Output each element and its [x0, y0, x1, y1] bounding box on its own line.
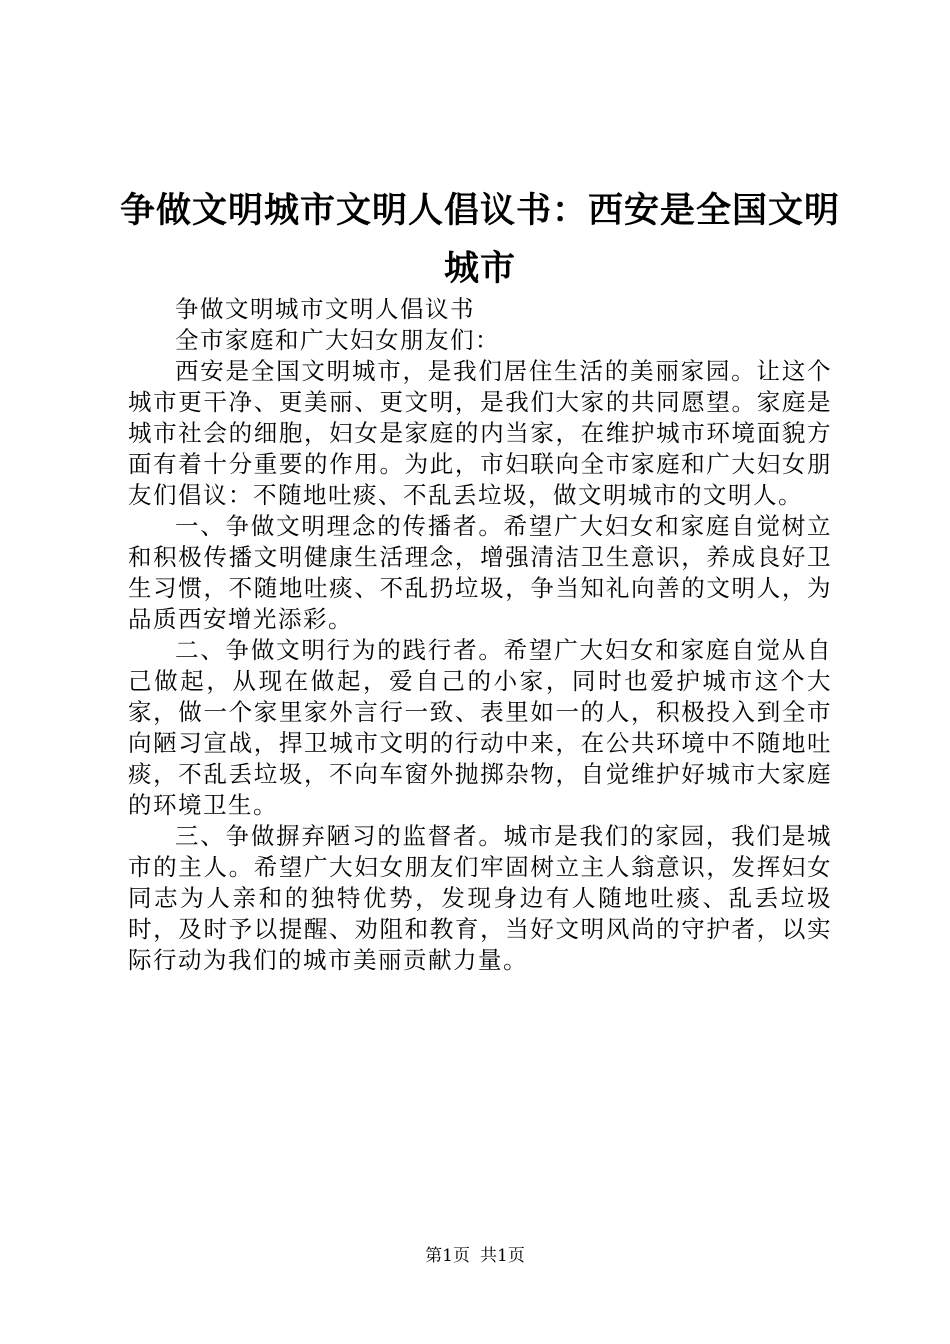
page-total: 共1页: [480, 1246, 525, 1266]
page-number: 第1页: [425, 1246, 470, 1266]
intro-paragraph: 西安是全国文明城市，是我们居住生活的美丽家园。让这个城市更干净、更美丽、更文明，是我们大家的共同愿望。家庭是城市社会的细胞，妇女是家庭的内当家，在维护城市环境面貌方面有着十分重要的作用。为此，市妇联向全市家庭和广大妇女朋友们倡议：不随地吐痰、不乱丢垃圾，做文明城市的文明人。: [128, 357, 832, 509]
document-body: [128, 294, 832, 976]
salutation: 全市家庭和广大妇女朋友们：: [175, 326, 500, 354]
document-title: 争做文明城市文明人倡议书：西安是全国文明城市: [120, 191, 841, 289]
proposal-two-paragraph: 二、争做文明行为的践行者。希望广大妇女和家庭自觉从自己做起，从现在做起，爱自己的小家，同时也爱护城市这个大家，做一个家里家外言行一致、表里如一的人，积极投入到全市向陋习宣战，捍卫城市文明的行动中来，在公共环境中不随地吐痰，不乱丢垃圾，不向车窗外抛掷杂物，自觉维护好城市大家庭的环境卫生。: [128, 636, 832, 819]
proposal-one-paragraph: 一、争做文明理念的传播者。希望广大妇女和家庭自觉树立和积极传播文明健康生活理念，增强清洁卫生意识，养成良好卫生习惯，不随地吐痰、不乱扔垃圾，争当知礼向善的文明人，为品质西安增光添彩。: [128, 512, 832, 633]
proposal-three-paragraph: 三、争做摒弃陋习的监督者。城市是我们的家园，我们是城市的主人。希望广大妇女朋友们牢固树立主人翁意识，发挥妇女同志为人亲和的独特优势，发现身边有人随地吐痰、乱丢垃圾时，及时予以提醒、劝阻和教育，当好文明风尚的守护者，以实际行动为我们的城市美丽贡献力量。: [128, 822, 832, 974]
page-footer: [0, 1244, 950, 1268]
doc-subtitle: 争做文明城市文明人倡议书: [175, 295, 475, 323]
